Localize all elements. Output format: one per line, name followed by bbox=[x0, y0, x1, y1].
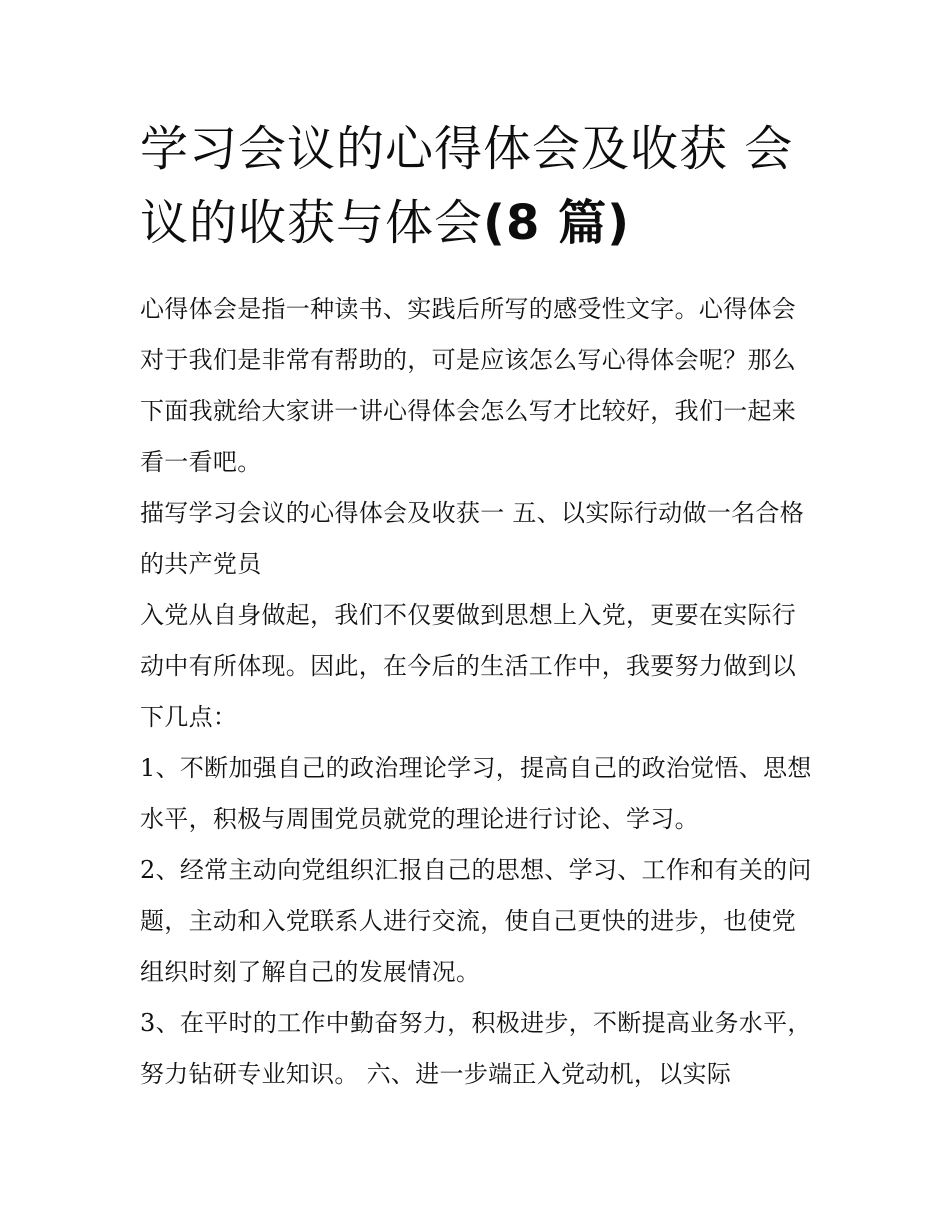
intro-paragraph: 心得体会是指一种读书、实践后所写的感受性文字。心得体会对于我们是非常有帮助的，可是应该怎么写心得体会呢？那么下面我就给大家讲一讲心得体会怎么写才比较好，我们一起来看一看吧。 bbox=[140, 295, 797, 476]
list-item-1: 1、不断加强自己的政治理论学习，提高自己的政治觉悟、思想水平，积极与周围党员就党的理论进行讨论、学习。 bbox=[140, 754, 812, 833]
title-suffix-text: (8 篇) bbox=[483, 195, 631, 251]
list-item-3: 3、在平时的工作中勤奋努力，积极进步，不断提高业务水平，努力钻研专业知识。 六、进一步端正入党动机，以实际 bbox=[140, 1009, 812, 1088]
document-content bbox=[140, 112, 812, 1100]
body-paragraph: 入党从自身做起，我们不仅要做到思想上入党，更要在实际行动中有所体现。因此，在今后的生活工作中，我要努力做到以下几点： bbox=[140, 601, 797, 731]
document-body bbox=[140, 284, 812, 1100]
section-heading: 描写学习会议的心得体会及收获一 五、以实际行动做一名合格的共产党员 bbox=[140, 499, 805, 578]
document-title bbox=[140, 112, 812, 260]
list-item-2: 2、经常主动向党组织汇报自己的思想、学习、工作和有关的问题，主动和入党联系人进行交流，使自己更快的进步，也使党组织时刻了解自己的发展情况。 bbox=[140, 856, 812, 986]
title-main-text: 学习会议的心得体会及收获 会议的收获与体会 bbox=[140, 121, 794, 251]
